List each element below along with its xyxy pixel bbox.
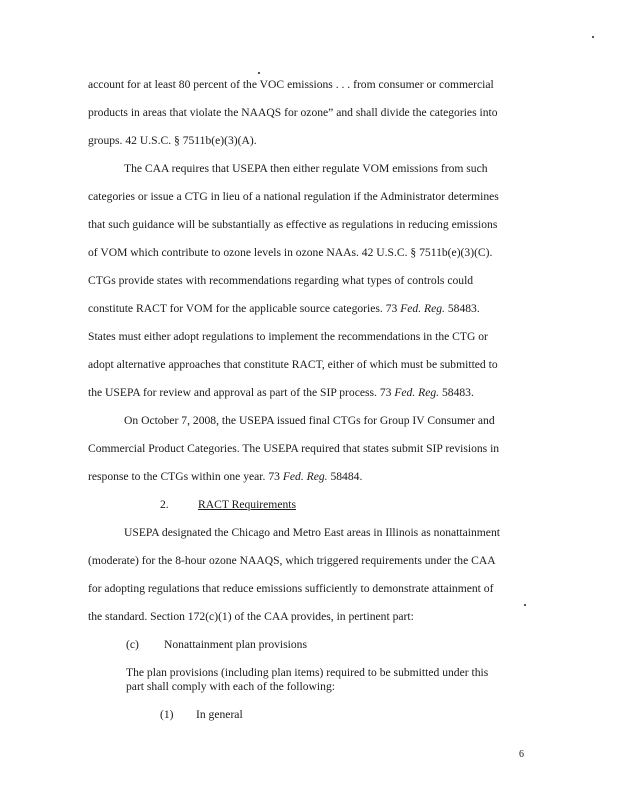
paragraph-line: that such guidance will be substantially as effective as regulations in reducing emissions <box>88 218 498 231</box>
text-run: response to the CTGs within one year. 73 <box>88 470 283 483</box>
quote-item-title: In general <box>196 708 243 721</box>
citation-italic: Fed. Reg. <box>394 386 440 399</box>
text-run: constitute RACT for VOM for the applicable source categories. 73 <box>88 302 401 315</box>
paragraph-line: categories or issue a CTG in lieu of a national regulation if the Administrator determines <box>88 190 499 203</box>
paragraph-line: (moderate) for the 8-hour ozone NAAQS, which triggered requirements under the CAA <box>88 554 496 567</box>
quote-item-number: (c) <box>126 638 139 651</box>
paragraph-line <box>88 386 474 400</box>
quote-item-number: (1) <box>160 708 174 721</box>
paragraph-line: products in areas that violate the NAAQS for ozone” and shall divide the categories into <box>88 106 498 119</box>
scan-speck <box>524 604 526 606</box>
section-title: RACT Requirements <box>198 498 297 511</box>
paragraph-line: the standard. Section 172(c)(1) of the CAA provides, in pertinent part: <box>88 610 414 623</box>
paragraph-line <box>88 302 480 316</box>
paragraph-line: for adopting regulations that reduce emissions sufficiently to demonstrate attainment of <box>88 582 494 595</box>
scan-speck <box>258 72 260 74</box>
text-run: 58484. <box>327 470 363 483</box>
paragraph-line: USEPA designated the Chicago and Metro East areas in Illinois as nonattainment <box>124 526 500 539</box>
paragraph-line: On October 7, 2008, the USEPA issued final CTGs for Group IV Consumer and <box>124 414 495 427</box>
page-number: 6 <box>519 749 524 760</box>
citation-italic: Fed. Reg. <box>400 302 445 315</box>
paragraph-line: Commercial Product Categories. The USEPA required that states submit SIP revisions in <box>88 442 500 455</box>
paragraph-line: States must either adopt regulations to implement the recommendations in the CTG or <box>88 330 488 343</box>
citation-italic: Fed. Reg. <box>282 470 328 483</box>
quote-line: part shall comply with each of the following: <box>126 680 335 693</box>
quote-item-title: Nonattainment plan provisions <box>164 638 307 651</box>
paragraph-line: account for at least 80 percent of the VOC emissions . . . from consumer or commercial <box>88 78 494 91</box>
section-number: 2. <box>160 498 169 511</box>
text-run: 58483. <box>439 386 474 399</box>
paragraph-line: adopt alternative approaches that constitute RACT, either of which must be submitted to <box>88 358 498 371</box>
paragraph-line: groups. 42 U.S.C. § 7511b(e)(3)(A). <box>88 134 257 147</box>
text-run: the USEPA for review and approval as part of the SIP process. 73 <box>88 386 395 399</box>
paragraph-line: of VOM which contribute to ozone levels in ozone NAAs. 42 U.S.C. § 7511b(e)(3)(C). <box>88 246 493 259</box>
text-run: 58483. <box>444 302 480 315</box>
quote-line: The plan provisions (including plan items) required to be submitted under this <box>126 666 489 679</box>
paragraph-line <box>88 470 362 484</box>
scan-speck <box>592 36 594 38</box>
paragraph-line: The CAA requires that USEPA then either regulate VOM emissions from such <box>124 162 488 175</box>
paragraph-line: CTGs provide states with recommendations regarding what types of controls could <box>88 274 474 287</box>
